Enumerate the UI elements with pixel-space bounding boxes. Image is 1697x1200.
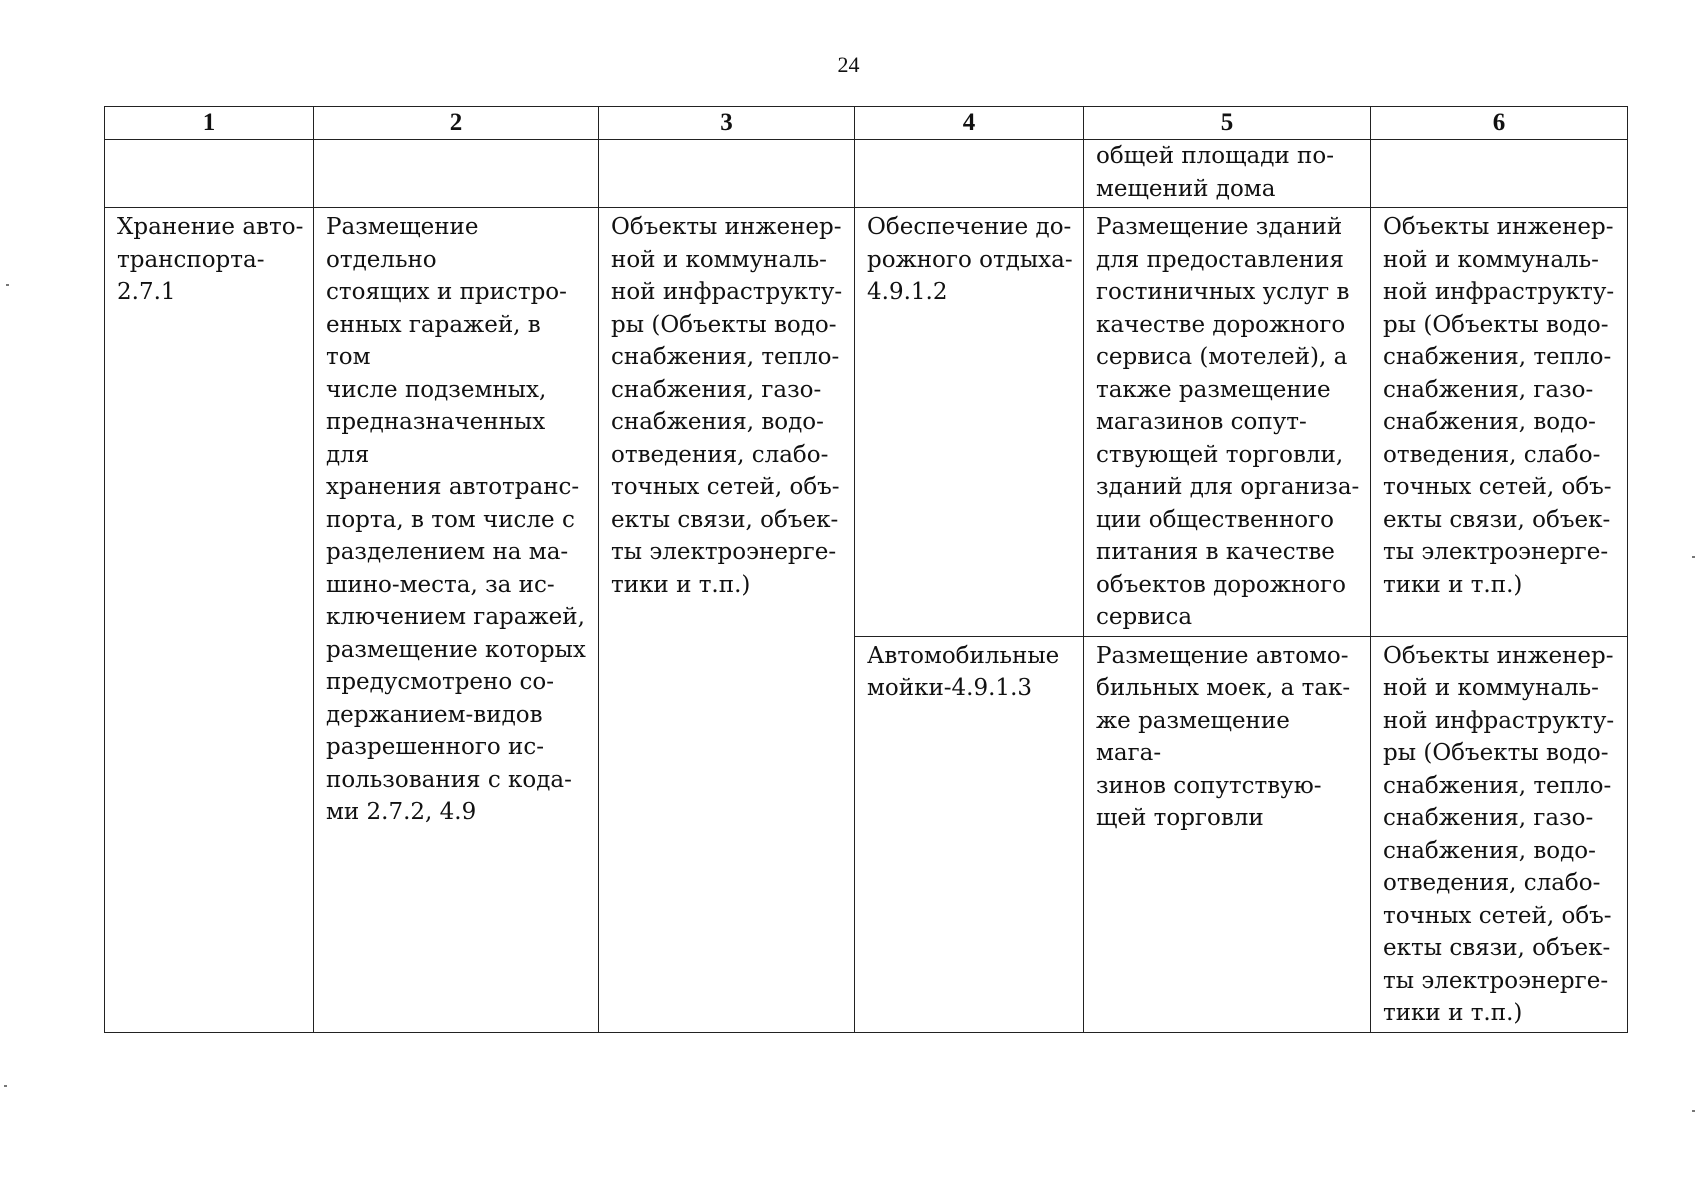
header-cell-1: 1 — [105, 107, 314, 140]
continuation-text: общей площади по- мещений дома — [1084, 140, 1371, 208]
header-cell-6: 6 — [1371, 107, 1628, 140]
table-cell — [599, 140, 855, 208]
aux-objects-cell: Объекты инженер- ной и коммуналь- ной инфраструкту- ры (Объекты водо- снабжения, тепло- снабжения, газо- снабжения, водо- отведения, слабо- точных сетей, объ- екты связи, объек- ты электроэнерге- тики и т.п.) — [1371, 636, 1628, 1032]
land-use-description-cell: Размещение отдельно стоящих и пристро- енных гаражей, в том числе подземных, предназначенных для хранения автотранс- порта, в том числе с разделением на ма- шино-места, за ис- ключением гаражей, размещение которых предусмотрено со- держанием-видов разрешенного ис- пользования с кода- ми 2.7.2, 4.9 — [314, 208, 599, 1033]
table-cell — [314, 140, 599, 208]
table-cell — [855, 140, 1084, 208]
table-cell — [1371, 140, 1628, 208]
header-cell-2: 2 — [314, 107, 599, 140]
scan-mark — [1692, 1110, 1695, 1112]
table-cell — [105, 140, 314, 208]
land-use-table — [104, 106, 1628, 1033]
scan-mark — [6, 284, 9, 286]
scan-mark — [4, 1085, 7, 1087]
page-number: 24 — [837, 52, 860, 77]
permitted-objects-cell: Объекты инженер- ной и коммуналь- ной инфраструкту- ры (Объекты водо- снабжения, тепло- снабжения, газо- снабжения, водо- отведения, слабо- точных сетей, объ- екты связи, объек- ты электроэнерге- тики и т.п.) — [599, 208, 855, 1033]
land-use-type-cell: Хранение авто- транспорта- 2.7.1 — [105, 208, 314, 1033]
header-row — [105, 107, 1628, 140]
table-row — [105, 208, 1628, 637]
header-cell-5: 5 — [1084, 107, 1371, 140]
header-cell-4: 4 — [855, 107, 1084, 140]
aux-use-type-cell: Обеспечение до- рожного отдыха- 4.9.1.2 — [855, 208, 1084, 637]
aux-use-description-cell: Размещение зданий для предоставления гостиничных услуг в качестве дорожного сервиса (мотелей), а также размещение магазинов сопут- ствующей торговли, зданий для организа- ции общественного питания в качестве объектов дорожного сервиса — [1084, 208, 1371, 637]
continuation-row — [105, 140, 1628, 208]
aux-use-type-cell: Автомобильные мойки-4.9.1.3 — [855, 636, 1084, 1032]
aux-use-description-cell: Размещение автомо- бильных моек, а так- же размещение мага- зинов сопутствую- щей торговли — [1084, 636, 1371, 1032]
aux-objects-cell: Объекты инженер- ной и коммуналь- ной инфраструкту- ры (Объекты водо- снабжения, тепло- снабжения, газо- снабжения, водо- отведения, слабо- точных сетей, объ- екты связи, объек- ты электроэнерге- тики и т.п.) — [1371, 208, 1628, 637]
scan-mark — [1692, 556, 1695, 558]
header-cell-3: 3 — [599, 107, 855, 140]
